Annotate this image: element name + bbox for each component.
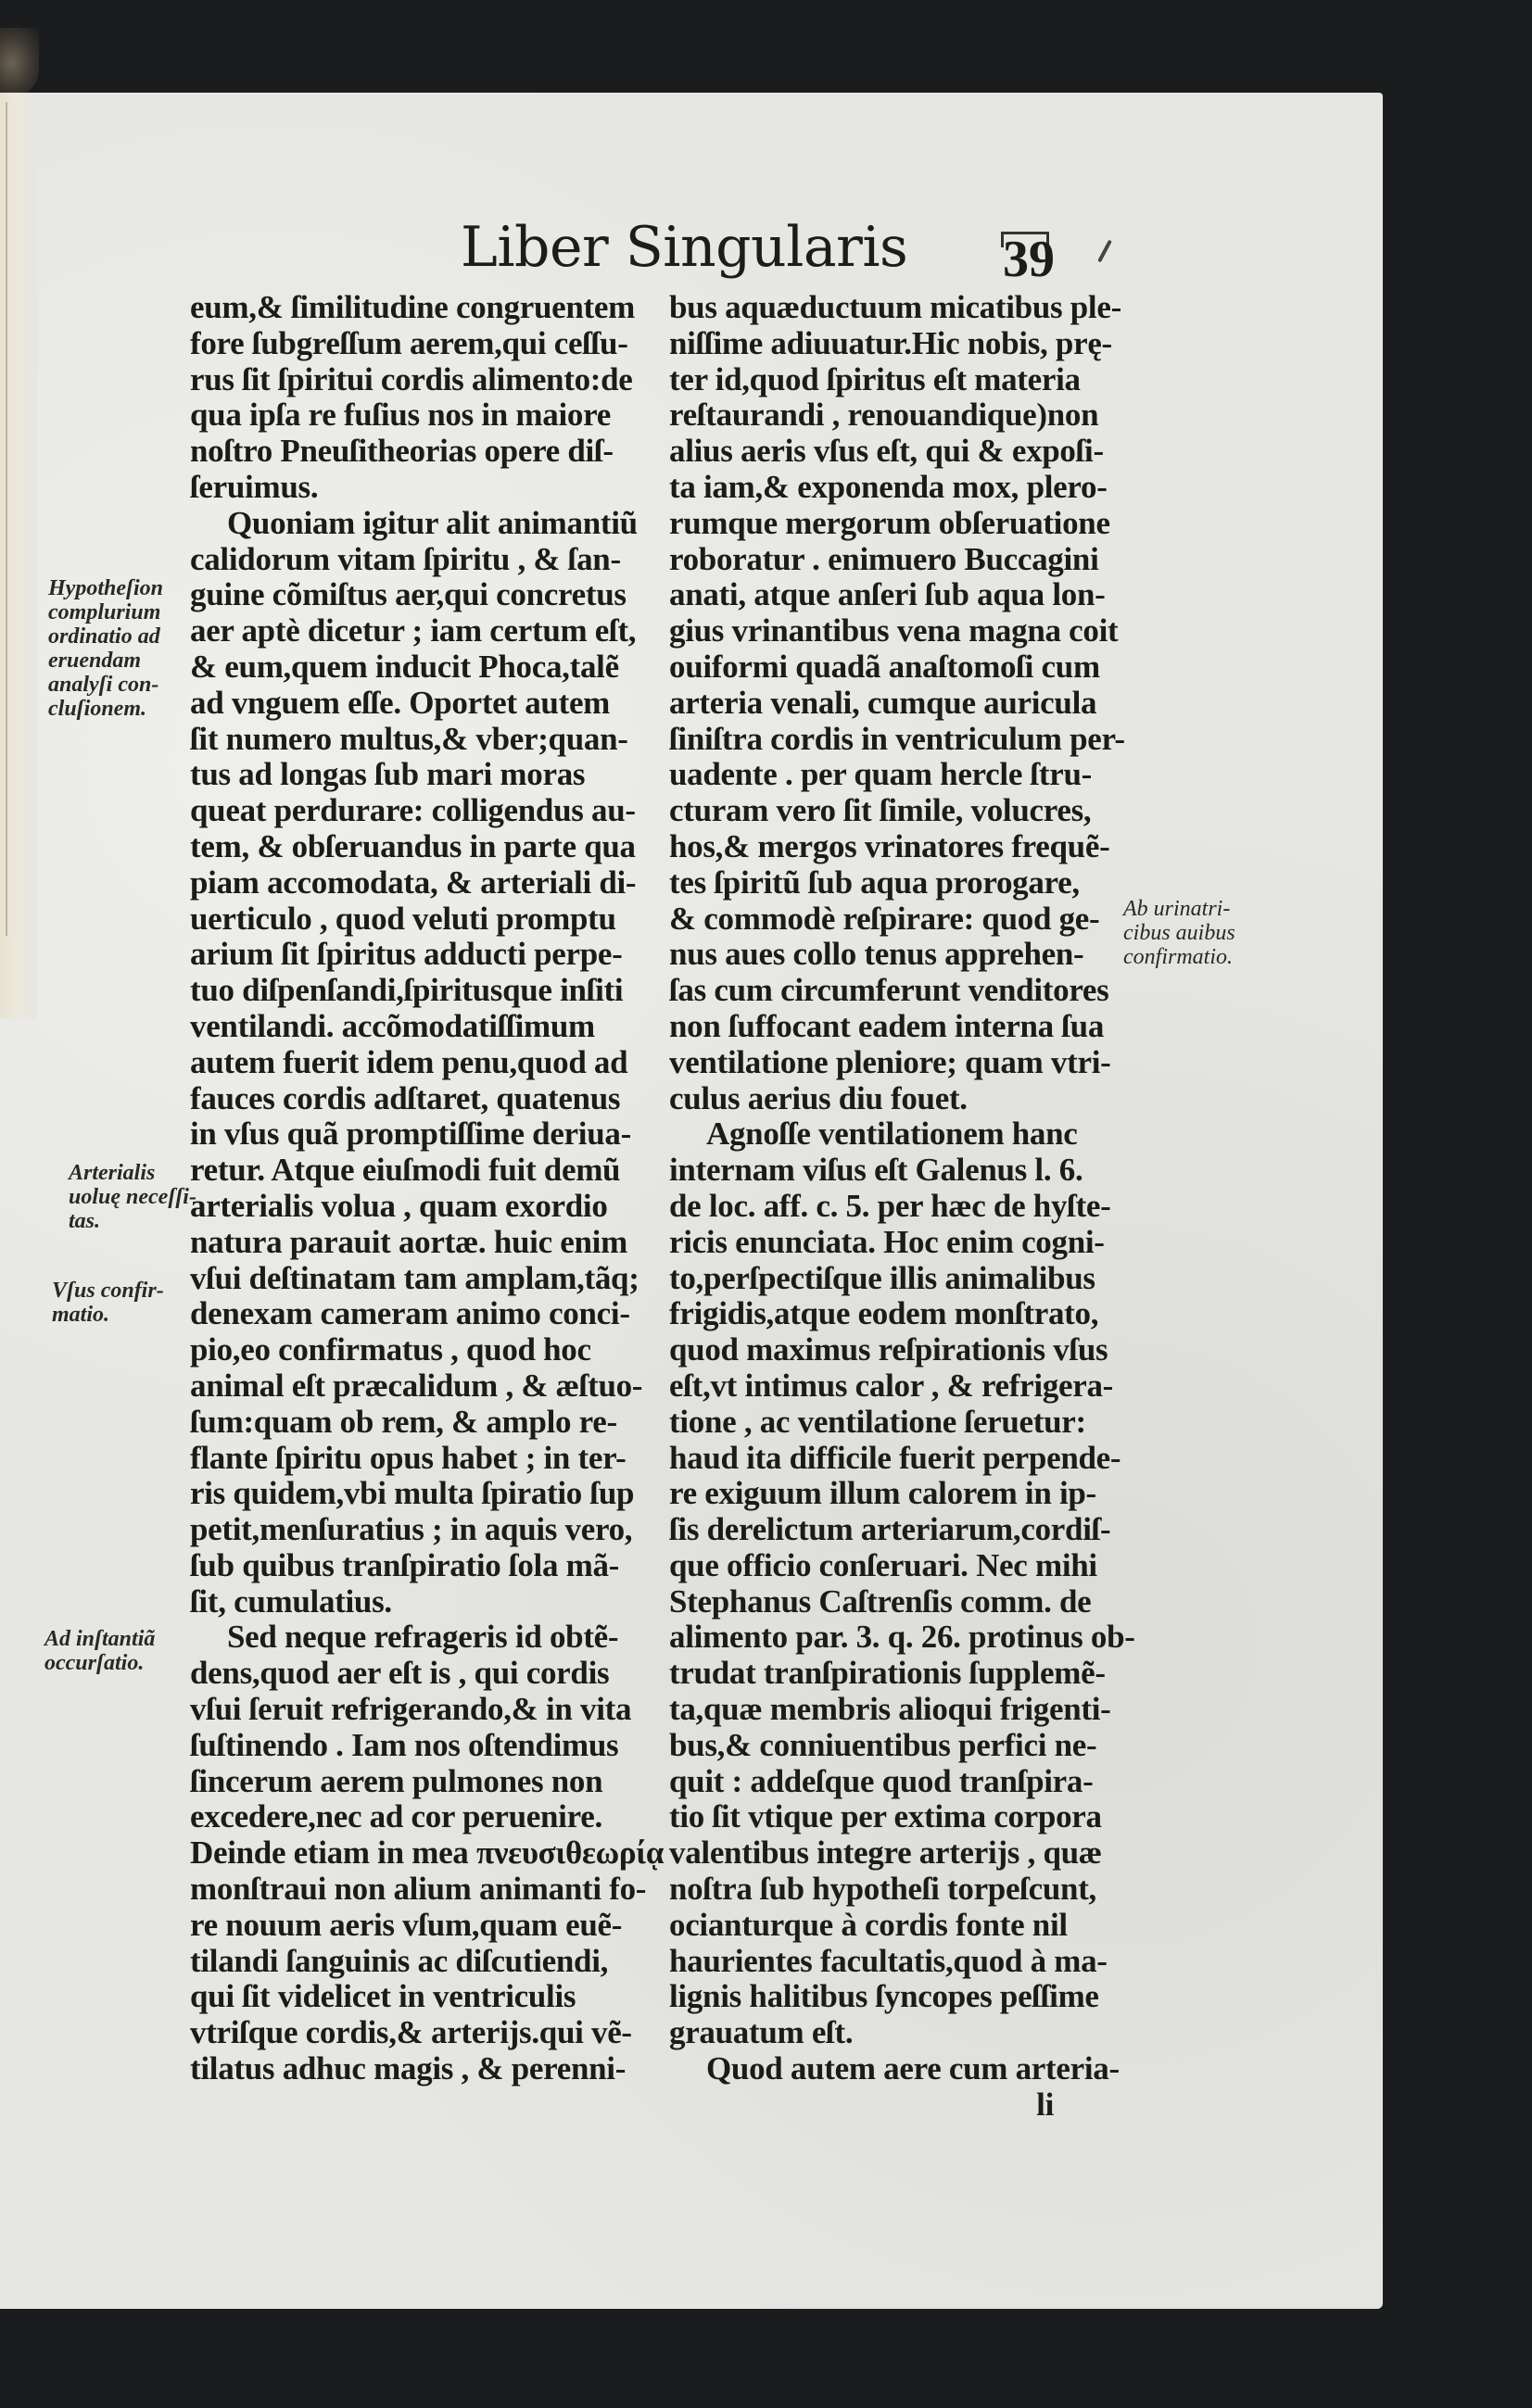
- text-line: monſtraui non alium animanti fo-: [190, 1871, 647, 1908]
- text-line: haud ita difficile fuerit perpende-: [669, 1439, 1121, 1476]
- margin-note-line: Ab urinatri-: [1123, 897, 1231, 921]
- catchword: li: [1036, 2086, 1054, 2123]
- text-line: ſuſtinendo . Iam nos oſtendimus: [190, 1726, 619, 1763]
- margin-note-ab-urinatricibus: [1123, 897, 1235, 969]
- text-line: niſſime adiuuatur.Hic nobis, prę-: [669, 324, 1112, 361]
- text-line: ter id,quod ſpiritus eſt materia: [669, 360, 1081, 397]
- text-line: Agnoſſe ventilationem hanc: [706, 1116, 1078, 1153]
- margin-note-line: ordinatio ad: [48, 624, 160, 649]
- text-line: flante ſpiritu opus habet ; in ter-: [190, 1439, 627, 1476]
- text-line: bus,& conniuentibus perfici ne-: [669, 1726, 1097, 1763]
- text-line: re nouum aeris vſum,quam euẽ-: [190, 1906, 623, 1943]
- text-line: aer aptè dicetur ; iam certum eſt,: [190, 612, 637, 649]
- text-line: tem, & obſeruandus in parte qua: [190, 827, 636, 864]
- text-line: fauces cordis adſtaret, quatenus: [190, 1079, 621, 1116]
- margin-note-line: Vſus confir-: [52, 1279, 164, 1303]
- text-line: ſis derelictum arteriarum,cordiſ-: [669, 1511, 1111, 1548]
- text-line: nus aues collo tenus apprehen-: [669, 936, 1084, 973]
- text-line: ſeruimus.: [190, 468, 319, 505]
- text-line: lignis halitibus ſyncopes peſſime: [669, 1978, 1099, 2015]
- text-line: animal eſt præcalidum , & æſtuo-: [190, 1367, 643, 1404]
- book-binding-clasp: [0, 28, 39, 97]
- text-line: gius vrinantibus vena magna coit: [669, 612, 1119, 649]
- text-line: non ſuffocant eadem interna ſua: [669, 1007, 1105, 1044]
- gutter-line: [6, 102, 7, 936]
- text-line: & commodè reſpirare: quod ge-: [669, 900, 1100, 937]
- text-line: Quoniam igitur alit animantiũ: [227, 504, 638, 541]
- text-line: petit,menſuratius ; in aquis vero,: [190, 1511, 633, 1548]
- text-line: grauatum eſt.: [669, 2014, 854, 2051]
- text-line: ſum:quam ob rem, & amplo re-: [190, 1403, 617, 1440]
- text-line: tilatus adhuc magis , & perenni-: [190, 2050, 627, 2087]
- margin-note-ad-instantiam: [44, 1627, 155, 1675]
- margin-note-line: Arterialis: [69, 1161, 156, 1185]
- text-line: in vſus quã promptiſſime deriua-: [190, 1116, 631, 1153]
- text-line: noſtra ſub hypotheſi torpeſcunt,: [669, 1871, 1097, 1908]
- text-line: que officio conſeruari. Nec mihi: [669, 1546, 1097, 1583]
- text-line: ricis enunciata. Hoc enim cogni-: [669, 1223, 1105, 1260]
- text-line: ad vnguem eſſe. Oportet autem: [190, 684, 611, 721]
- right-text-column: [669, 289, 1135, 2124]
- margin-note-line: confirmatio.: [1123, 945, 1233, 969]
- text-line: eum,& ſimilitudine congruentem: [190, 289, 635, 325]
- text-line: ris quidem,vbi multa ſpiratio ſup: [190, 1475, 635, 1512]
- text-line: noſtro Pneuſitheorias opere diſ-: [190, 433, 614, 470]
- text-line: roboratur . enimuero Buccagini: [669, 540, 1099, 577]
- margin-note-arterialis: [69, 1161, 196, 1233]
- text-line: autem fuerit idem penu,quod ad: [190, 1043, 628, 1080]
- text-line: arteria venali, cumque auricula: [669, 684, 1097, 721]
- text-line: calidorum vitam ſpiritu , & ſan-: [190, 540, 621, 577]
- text-line: ſit numero multus,& vber;quan-: [190, 720, 628, 757]
- text-line: haurientes facultatis,quod à ma-: [669, 1942, 1108, 1979]
- margin-note-line: cluſionem.: [48, 697, 146, 721]
- text-line: denexam cameram animo conci-: [190, 1295, 630, 1332]
- text-line: ſiniſtra cordis in ventriculum per-: [669, 720, 1125, 757]
- margin-note-line: occurſatio.: [44, 1651, 145, 1675]
- text-line: de loc. aff. c. 5. per hæc de hyſte-: [669, 1187, 1111, 1224]
- text-line: culus aerius diu fouet.: [669, 1079, 968, 1116]
- margin-note-line: analyſi con-: [48, 673, 159, 697]
- text-line: alimento par. 3. q. 26. protinus ob-: [669, 1619, 1135, 1656]
- text-line: tilandi ſanguinis ac diſcutiendi,: [190, 1942, 609, 1979]
- text-line: rus ſit ſpiritui cordis alimento:de: [190, 360, 633, 397]
- text-line: quod maximus reſpirationis vſus: [669, 1331, 1108, 1368]
- text-line: hos,& mergos vrinatores frequẽ-: [669, 827, 1110, 864]
- text-line: ſas cum circumferunt venditores: [669, 972, 1109, 1009]
- running-head: Liber Singularis: [461, 215, 908, 280]
- margin-note-line: Hypotheſion: [48, 576, 163, 600]
- margin-note-line: matio.: [52, 1303, 110, 1327]
- text-line: vſui deſtinatam tam amplam,tãq;: [190, 1259, 639, 1296]
- text-line: Stephanus Caſtrenſis comm. de: [669, 1582, 1092, 1620]
- text-line: excedere,nec ad cor peruenire.: [190, 1798, 602, 1835]
- text-line: vſui ſeruit refrigerando,& in vita: [190, 1691, 632, 1728]
- text-line: frigidis,atque eodem monſtrato,: [669, 1295, 1099, 1332]
- text-line: ſit, cumulatius.: [190, 1582, 392, 1620]
- text-line: ventilandi. accõmodatiſſimum: [190, 1007, 595, 1044]
- text-line: pio,eo confirmatus , quod hoc: [190, 1331, 591, 1368]
- text-line: ouiformi quadã anaſtomoſi cum: [669, 648, 1100, 685]
- margin-note-line: cibus auibus: [1123, 921, 1235, 945]
- text-line: valentibus integre arterijs , quæ: [669, 1834, 1102, 1872]
- text-line: retur. Atque eiuſmodi fuit demũ: [190, 1152, 621, 1189]
- margin-note-hypothesion: [48, 576, 163, 721]
- text-line: cturam vero ſit ſimile, volucres,: [669, 792, 1092, 829]
- text-line: ta,quæ membris alioqui frigenti-: [669, 1691, 1111, 1728]
- margin-note-line: complurium: [48, 600, 161, 624]
- text-line: qua ipſa re fuſius nos in maiore: [190, 397, 611, 434]
- text-line: Deinde etiam in mea πνευσιθεωρίᾳ: [190, 1834, 665, 1872]
- text-line: quit : addeſque quod tranſpira-: [669, 1762, 1094, 1799]
- text-line: arium ſit ſpiritus adducti perpe-: [190, 936, 623, 973]
- text-line: reſtaurandi , renouandique)non: [669, 397, 1099, 434]
- text-line: ta iam,& exponenda mox, plero-: [669, 468, 1108, 505]
- margin-note-usus-confirmatio: [52, 1279, 164, 1327]
- text-line: fore ſubgreſſum aerem,qui ceſſu-: [190, 324, 628, 361]
- text-line: & eum,quem inducit Phoca,talẽ: [190, 648, 619, 685]
- margin-note-line: tas.: [69, 1209, 101, 1233]
- text-line: arterialis volua , quam exordio: [190, 1187, 608, 1224]
- text-line: to,perſpectiſque illis animalibus: [669, 1259, 1095, 1296]
- text-line: ſincerum aerem pulmones non: [190, 1762, 603, 1799]
- text-line: vtriſque cordis,& arterijs.qui vẽ-: [190, 2014, 632, 2051]
- text-line: tus ad longas ſub mari moras: [190, 756, 586, 793]
- margin-note-line: Ad inſtantiã: [44, 1627, 156, 1651]
- text-line: bus aquæductuum micatibus ple-: [669, 289, 1121, 325]
- text-line: tione , ac ventilatione ſeruetur:: [669, 1403, 1086, 1440]
- text-line: trudat tranſpirationis ſupplemẽ-: [669, 1655, 1106, 1692]
- margin-note-line: uoluę neceſſi-: [69, 1185, 196, 1209]
- page-number: 39: [1003, 231, 1055, 288]
- text-line: guine cõmiſtus aer,qui concretus: [190, 576, 627, 613]
- text-line: uadente . per quam hercle ſtru-: [669, 756, 1093, 793]
- text-line: re exiguum illum calorem in ip-: [669, 1475, 1096, 1512]
- left-text-column: [190, 289, 665, 2087]
- text-line: natura parauit aortæ. huic enim: [190, 1223, 627, 1260]
- text-line: queat perdurare: colligendus au-: [190, 792, 636, 829]
- text-line: Quod autem aere cum arteria-: [706, 2050, 1120, 2087]
- margin-note-line: eruendam: [48, 649, 142, 673]
- text-line: ſub quibus tranſpiratio ſola mã-: [190, 1546, 620, 1583]
- text-line: uerticulo , quod veluti promptu: [190, 900, 616, 937]
- text-line: alius aeris vſus eſt, qui & expoſi-: [669, 433, 1104, 470]
- text-line: ocianturque à cordis fonte nil: [669, 1906, 1068, 1943]
- text-line: rumque mergorum obſeruatione: [669, 504, 1110, 541]
- text-line: internam viſus eſt Galenus l. 6.: [669, 1152, 1083, 1189]
- text-line: qui ſit videlicet in ventriculis: [190, 1978, 576, 2015]
- text-line: tes ſpiritũ ſub aqua prorogare,: [669, 864, 1080, 901]
- text-line: ventilatione pleniore; quam vtri-: [669, 1043, 1111, 1080]
- text-line: tuo diſpenſandi,ſpiritusque inſiti: [190, 972, 624, 1009]
- text-line: anati, atque anſeri ſub aqua lon-: [669, 576, 1106, 613]
- text-line: dens,quod aer eſt is , qui cordis: [190, 1655, 610, 1692]
- text-line: eſt,vt intimus calor , & refrigera-: [669, 1367, 1114, 1404]
- text-line: tio ſit vtique per extima corpora: [669, 1798, 1102, 1835]
- text-line: piam accomodata, & arteriali di-: [190, 864, 637, 901]
- text-line: Sed neque refrageris id obtẽ-: [227, 1619, 619, 1656]
